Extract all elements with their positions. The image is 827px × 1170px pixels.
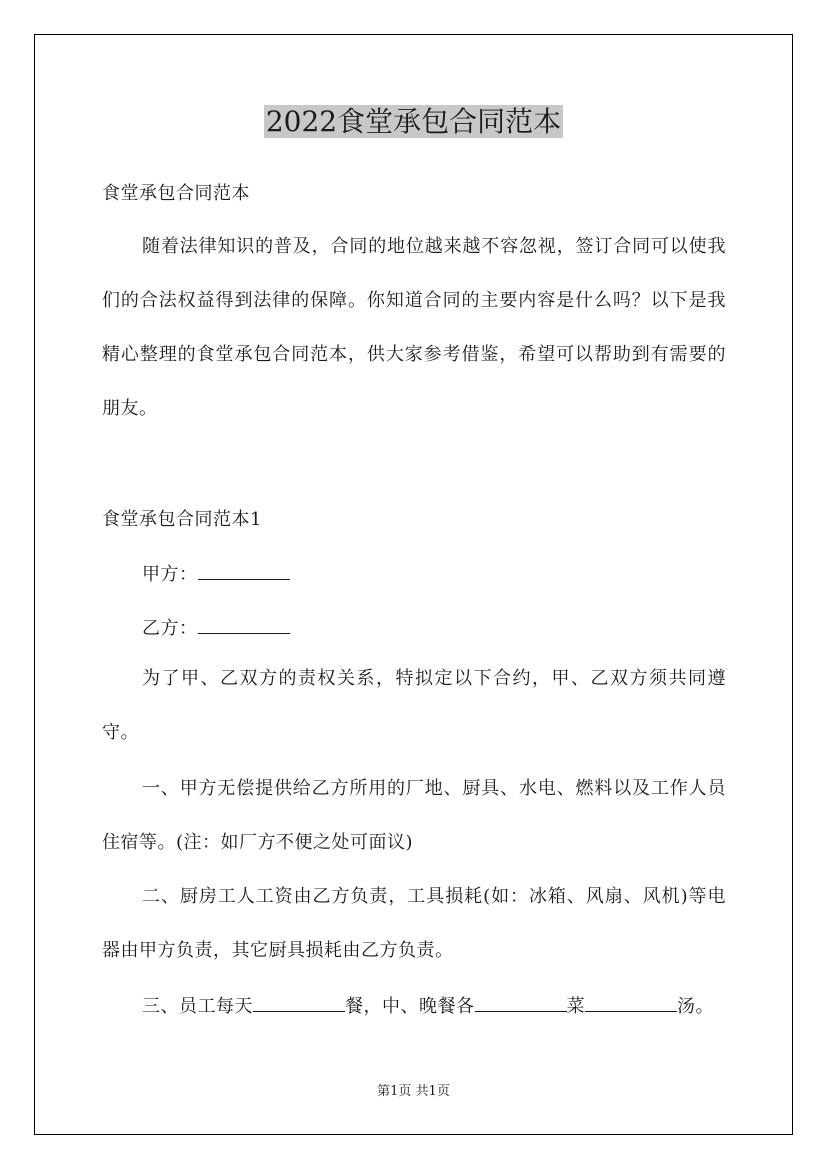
party-a-line <box>102 548 726 602</box>
clause-3-part4: 汤。 <box>677 996 714 1017</box>
clause-3-blank-1 <box>253 995 345 1012</box>
clause-2: 二、厨房工人工资由乙方负责，工具损耗(如：冰箱、风扇、风机)等电器由甲方负责，其它厨具损耗由乙方负责。 <box>102 886 726 961</box>
clause-3-part3: 菜 <box>566 996 585 1017</box>
page-number-info: 第1页 共1页 <box>377 1084 450 1099</box>
page-footer <box>0 1084 827 1100</box>
clause-3-blank-2 <box>475 995 567 1012</box>
clause-3-part1: 三、员工每天 <box>142 996 253 1017</box>
clause-3 <box>102 980 726 1034</box>
clause-3-part2: 餐，中、晚餐各 <box>345 996 475 1017</box>
agreement-paragraph: 为了甲、乙双方的责权关系，特拟定以下合约，甲、乙双方须共同遵守。 <box>102 668 726 743</box>
sample1-heading: 食堂承包合同范本1 <box>102 509 262 530</box>
party-b-label: 乙方： <box>142 618 198 639</box>
party-b-line <box>102 602 726 656</box>
clause-1: 一、甲方无偿提供给乙方所用的厂地、厨具、水电、燃料以及工作人员住宿等。(注：如厂方不便之处可面议) <box>102 778 726 853</box>
clause-3-blank-3 <box>585 995 677 1012</box>
party-a-blank <box>198 563 290 580</box>
party-a-label: 甲方： <box>142 564 198 585</box>
intro-heading: 食堂承包合同范本 <box>102 183 250 204</box>
document-title-text: 2022食堂承包合同范本 <box>265 105 562 138</box>
party-b-blank <box>198 617 290 634</box>
document-title <box>0 102 827 142</box>
intro-paragraph: 随着法律知识的普及，合同的地位越来越不容忽视，签订合同可以使我们的合法权益得到法律的保障。你知道合同的主要内容是什么吗？以下是我精心整理的食堂承包合同范本，供大家参考借鉴，希望可以帮助到有需要的朋友。 <box>102 236 726 419</box>
